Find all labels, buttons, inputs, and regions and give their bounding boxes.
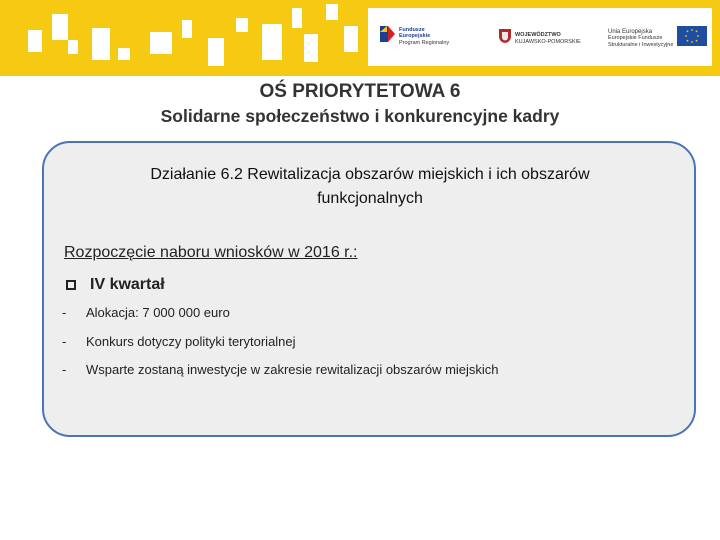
priority-axis-subtitle: Solidarne społeczeństwo i konkurencyjne kadry bbox=[160, 106, 560, 126]
decor-block bbox=[292, 8, 302, 28]
bullet-text: Konkurs dotyczy polityki terytorialnej bbox=[86, 334, 296, 349]
bullet-item bbox=[62, 334, 296, 349]
quarter-item bbox=[64, 276, 165, 294]
bullet-item bbox=[62, 362, 499, 377]
decor-block bbox=[28, 30, 42, 52]
decor-block bbox=[344, 26, 358, 52]
fundusze-logo: Fundusze Europejskie Program Regionalny bbox=[378, 24, 449, 49]
decor-block bbox=[92, 28, 110, 60]
priority-axis-title: OŚ PRIORYTETOWA 6 bbox=[259, 81, 461, 102]
decor-block bbox=[326, 4, 338, 20]
header-band bbox=[0, 0, 720, 76]
decor-block bbox=[52, 14, 68, 40]
quarter-label: IV kwartał bbox=[90, 276, 165, 293]
dash-marker: - bbox=[62, 305, 67, 320]
decor-block bbox=[262, 24, 282, 60]
eu-flag-icon bbox=[677, 26, 707, 51]
wojewodztwo-logo: WOJEWÓDZTWO KUJAWSKO-POMORSKIE bbox=[498, 28, 581, 49]
checkbox-bullet-icon bbox=[66, 280, 76, 290]
bullet-text: Wsparte zostaną inwestycje w zakresie rewitalizacji obszarów miejskich bbox=[86, 362, 499, 377]
decor-block bbox=[150, 32, 172, 54]
eu-logo: Unia Europejska Europejskie Fundusze Strukturalne i Inwestycyjne bbox=[608, 26, 707, 51]
decor-block bbox=[118, 48, 130, 60]
fundusze-europejskie-icon bbox=[378, 24, 396, 49]
bullet-text: Alokacja: 7 000 000 euro bbox=[86, 305, 230, 320]
bullet-item bbox=[62, 305, 230, 320]
dash-marker: - bbox=[62, 334, 67, 349]
action-heading: Działanie 6.2 Rewitalizacja obszarów miejskich i ich obszarów funkcjonalnych bbox=[150, 166, 590, 207]
call-start-heading: Rozpoczęcie naboru wniosków w 2016 r.: bbox=[64, 244, 358, 261]
dash-marker: - bbox=[62, 362, 67, 377]
wojewodztwo-crest-icon bbox=[498, 28, 512, 49]
decor-block bbox=[304, 34, 318, 62]
decor-block bbox=[182, 20, 192, 38]
decor-block bbox=[208, 38, 224, 66]
decor-block bbox=[68, 40, 78, 54]
logo-panel bbox=[368, 8, 712, 66]
decor-block bbox=[236, 18, 248, 32]
